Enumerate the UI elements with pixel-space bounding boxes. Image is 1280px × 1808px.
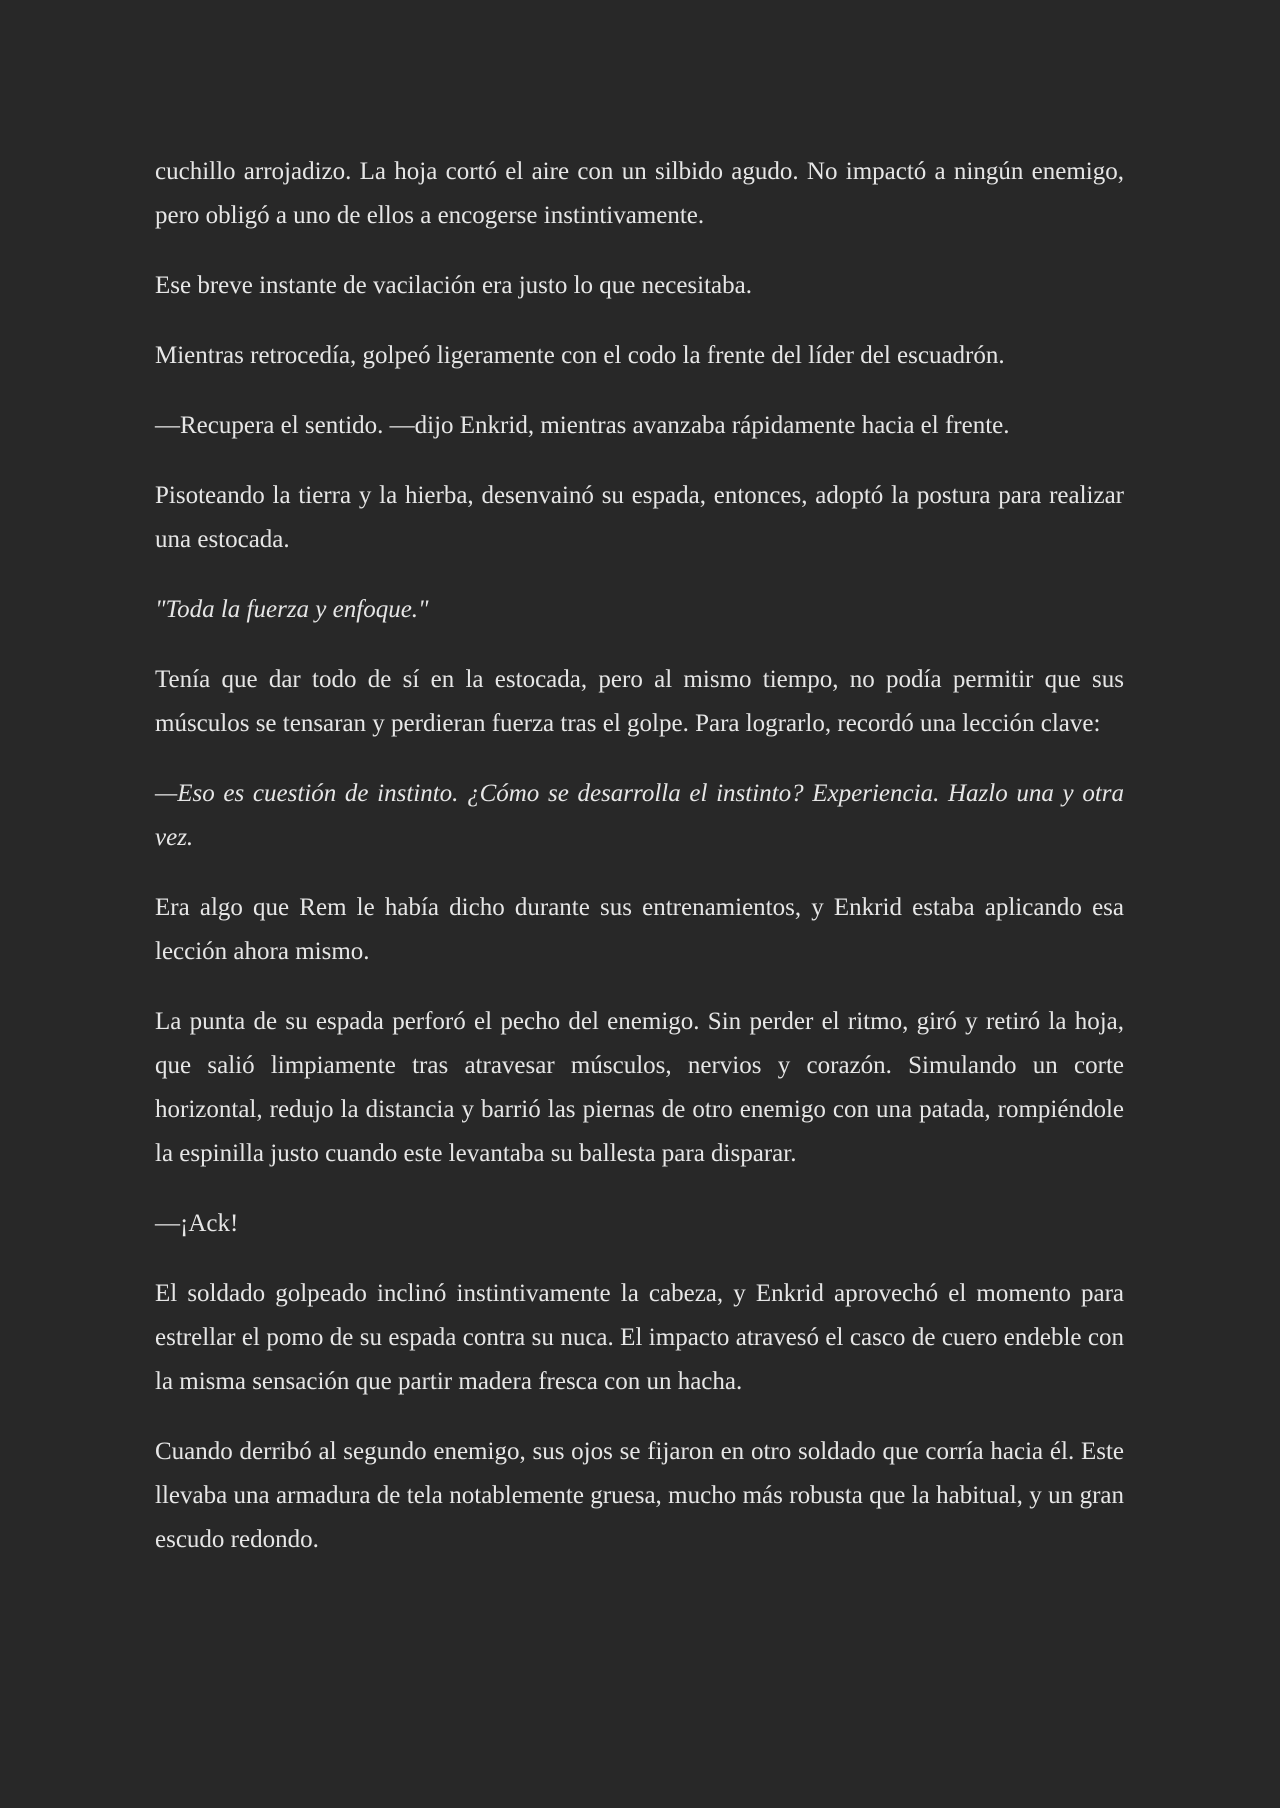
paragraph: Era algo que Rem le había dicho durante sus entrenamientos, y Enkrid estaba aplicando esa lección ahora mismo. <box>155 894 1124 965</box>
paragraph: Pisoteando la tierra y la hierba, desenvainó su espada, entonces, adoptó la postura para realizar una estocada. <box>155 482 1124 553</box>
paragraph: Cuando derribó al segundo enemigo, sus ojos se fijaron en otro soldado que corría hacia él. Este llevaba una armadura de tela notablemente gruesa, mucho más robusta que la habitual, y un gran escudo redondo. <box>155 1438 1124 1553</box>
paragraph: El soldado golpeado inclinó instintivamente la cabeza, y Enkrid aprovechó el momento para estrellar el pomo de su espada contra su nuca. El impacto atravesó el casco de cuero endeble con la misma sensación que partir madera fresca con un hacha. <box>155 1280 1124 1395</box>
paragraph: Ese breve instante de vacilación era justo lo que necesitaba. <box>155 272 752 299</box>
recalled-dialogue-paragraph: —Eso es cuestión de instinto. ¿Cómo se desarrolla el instinto? Experiencia. Hazlo una y otra vez. <box>155 780 1124 851</box>
dialogue-paragraph: —¡Ack! <box>155 1210 239 1237</box>
paragraph: cuchillo arrojadizo. La hoja cortó el aire con un silbido agudo. No impactó a ningún enemigo, pero obligó a uno de ellos a encogerse instintivamente. <box>155 158 1124 229</box>
paragraph: Tenía que dar todo de sí en la estocada, pero al mismo tiempo, no podía permitir que sus músculos se tensaran y perdieran fuerza tras el golpe. Para lograrlo, recordó una lección clave: <box>155 666 1124 737</box>
thought-paragraph: "Toda la fuerza y enfoque." <box>155 596 429 623</box>
dialogue-paragraph: —Recupera el sentido. —dijo Enkrid, mientras avanzaba rápidamente hacia el frente. <box>155 412 1010 439</box>
chapter-text <box>155 150 1124 1588</box>
paragraph: Mientras retrocedía, golpeó ligeramente con el codo la frente del líder del escuadrón. <box>155 342 1005 369</box>
paragraph: La punta de su espada perforó el pecho del enemigo. Sin perder el ritmo, giró y retiró la hoja, que salió limpiamente tras atravesar músculos, nervios y corazón. Simulando un corte horizontal, redujo la distancia y barrió las piernas de otro enemigo con una patada, rompiéndole la espinilla justo cuando este levantaba su ballesta para disparar. <box>155 1008 1124 1167</box>
